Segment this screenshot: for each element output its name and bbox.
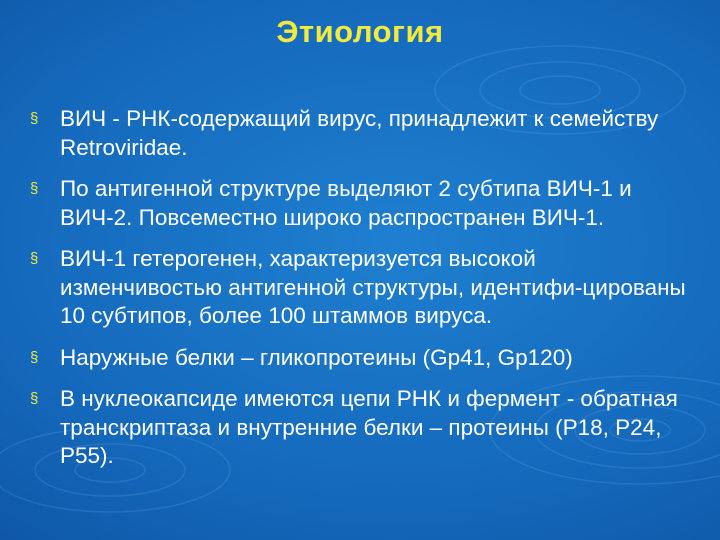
section-sign-icon: § bbox=[30, 348, 39, 366]
bullet-item bbox=[30, 105, 702, 162]
section-sign-icon: § bbox=[30, 110, 39, 127]
section-sign-icon: § bbox=[30, 390, 39, 407]
bullet-item bbox=[30, 175, 702, 232]
bullet-text: В нуклеокапсиде имеются цепи РНК и фермент - обратная транскриптаза и внутренние белки – протеины (P18, P24, P55). bbox=[60, 386, 678, 468]
bullet-item bbox=[30, 245, 702, 331]
section-sign-icon: § bbox=[30, 250, 39, 267]
bullet-item bbox=[30, 344, 702, 373]
bullet-text: По антигенной структуре выделяют 2 субтипа ВИЧ-1 и ВИЧ-2. Повсеместно широко распространен ВИЧ-1. bbox=[60, 176, 632, 230]
bullet-text: ВИЧ-1 гетерогенен, характеризуется высокой изменчивостью антигенной структуры, идентифи-цированы 10 субтипов, более 100 штаммов вируса. bbox=[60, 246, 686, 328]
bullet-text: ВИЧ - РНК-содержащий вирус, принадлежит к семейству Retroviridae. bbox=[60, 106, 659, 160]
bullet-list bbox=[30, 105, 702, 484]
slide-title: Этиология bbox=[276, 14, 444, 49]
bullet-text: Наружные белки – гликопротеины (Gp41, Gp120) bbox=[60, 344, 573, 370]
bullet-item bbox=[30, 385, 702, 471]
section-sign-icon: § bbox=[30, 180, 39, 197]
